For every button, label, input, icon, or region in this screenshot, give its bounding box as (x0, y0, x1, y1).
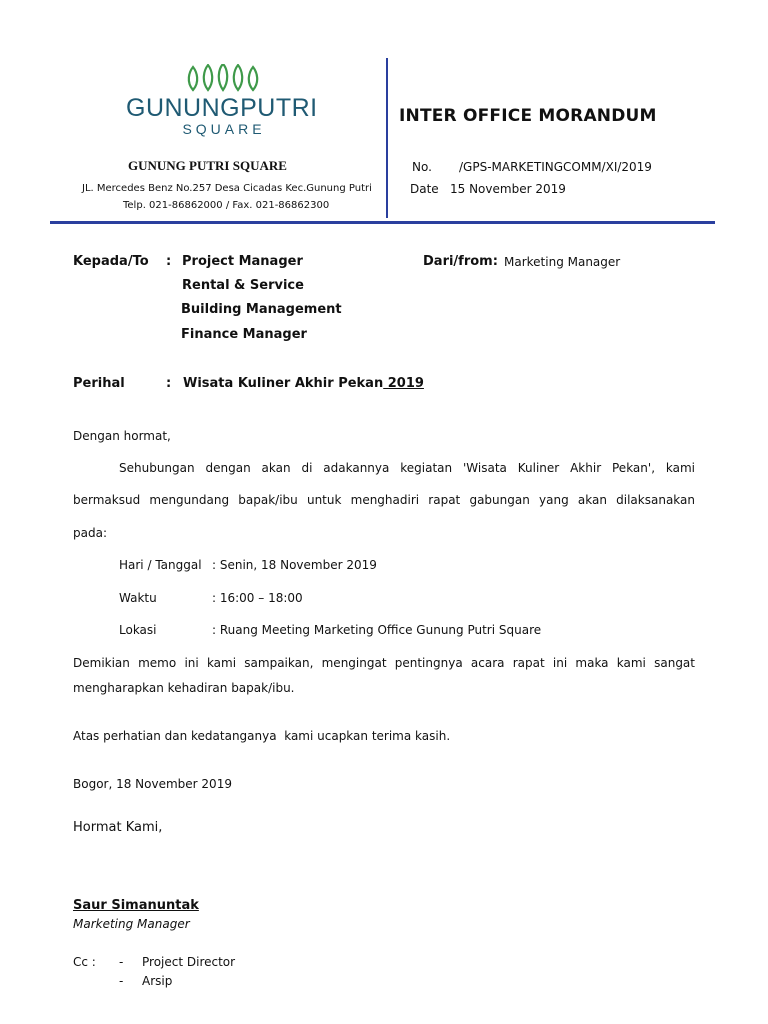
signatory-position: Marketing Manager (73, 917, 190, 931)
memo-number-value: /GPS-MARKETINGCOMM/XI/2019 (459, 160, 652, 174)
logo-name-right: PUTRI (240, 94, 318, 122)
detail-label-day: Hari / Tanggal (119, 558, 202, 572)
company-address: JL. Mercedes Benz No.257 Desa Cicadas Kec.Gunung Putri (82, 183, 372, 194)
cc-dash: - (119, 974, 124, 988)
cc-label: Cc : (73, 955, 96, 969)
greeting: Dengan hormat, (73, 429, 171, 443)
logo-subtitle: SQUARE (182, 121, 266, 137)
detail-value-time: : 16:00 – 18:00 (212, 591, 303, 605)
paragraph-line: Demikian memo ini kami sampaikan, mengingat pentingnya acara rapat ini maka kami sangat (73, 656, 695, 670)
logo-name-left: GUNUNG (126, 94, 241, 122)
cc-item: Arsip (142, 974, 173, 988)
header-divider-horizontal (50, 221, 715, 224)
paragraph-line: bermaksud mengundang bapak/ibu untuk menghadiri rapat gabungan yang akan dilaksanakan (73, 493, 695, 507)
recipient-item: Building Management (181, 302, 342, 317)
memo-number-label: No. (412, 160, 432, 174)
memo-date-label: Date (410, 182, 439, 196)
subject-year: 2019 (383, 376, 424, 391)
cc-dash: - (119, 955, 124, 969)
detail-value-day: : Senin, 18 November 2019 (212, 558, 377, 572)
paragraph-line: Sehubungan dengan akan di adakannya kegiatan 'Wisata Kuliner Akhir Pekan', kami (119, 461, 695, 475)
header-divider-vertical (386, 58, 388, 218)
paragraph-line: mengharapkan kehadiran bapak/ibu. (73, 681, 295, 695)
logo-wordmark (126, 94, 322, 123)
subject-colon: : (166, 376, 172, 391)
recipient-item: Project Manager (182, 254, 303, 269)
company-logo (126, 64, 322, 137)
lotus-icon (185, 64, 261, 92)
to-colon: : (166, 254, 172, 269)
recipient-item: Rental & Service (182, 278, 304, 293)
memo-date-value: 15 November 2019 (450, 182, 566, 196)
signatory-name: Saur Simanuntak (73, 898, 199, 913)
detail-label-location: Lokasi (119, 623, 157, 637)
detail-label-time: Waktu (119, 591, 157, 605)
from-label: Dari/from: (423, 254, 498, 269)
closing: Hormat Kami, (73, 820, 163, 835)
place-date: Bogor, 18 November 2019 (73, 777, 232, 791)
company-name: GUNUNG PUTRI SQUARE (128, 158, 287, 173)
cc-item: Project Director (142, 955, 236, 969)
memo-title: INTER OFFICE MORANDUM (399, 106, 657, 126)
subject-label: Perihal (73, 376, 125, 391)
subject-text: Wisata Kuliner Akhir Pekan (183, 376, 384, 391)
detail-value-location: : Ruang Meeting Marketing Office Gunung Putri Square (212, 623, 542, 637)
paragraph-line: pada: (73, 526, 107, 540)
recipient-item: Finance Manager (181, 327, 307, 342)
subject-value (183, 376, 424, 391)
to-label: Kepada/To (73, 254, 149, 269)
from-value: Marketing Manager (504, 255, 621, 269)
company-phone: Telp. 021-86862000 / Fax. 021-86862300 (123, 200, 330, 211)
thanks-line: Atas perhatian dan kedatanganya kami ucapkan terima kasih. (73, 729, 451, 743)
